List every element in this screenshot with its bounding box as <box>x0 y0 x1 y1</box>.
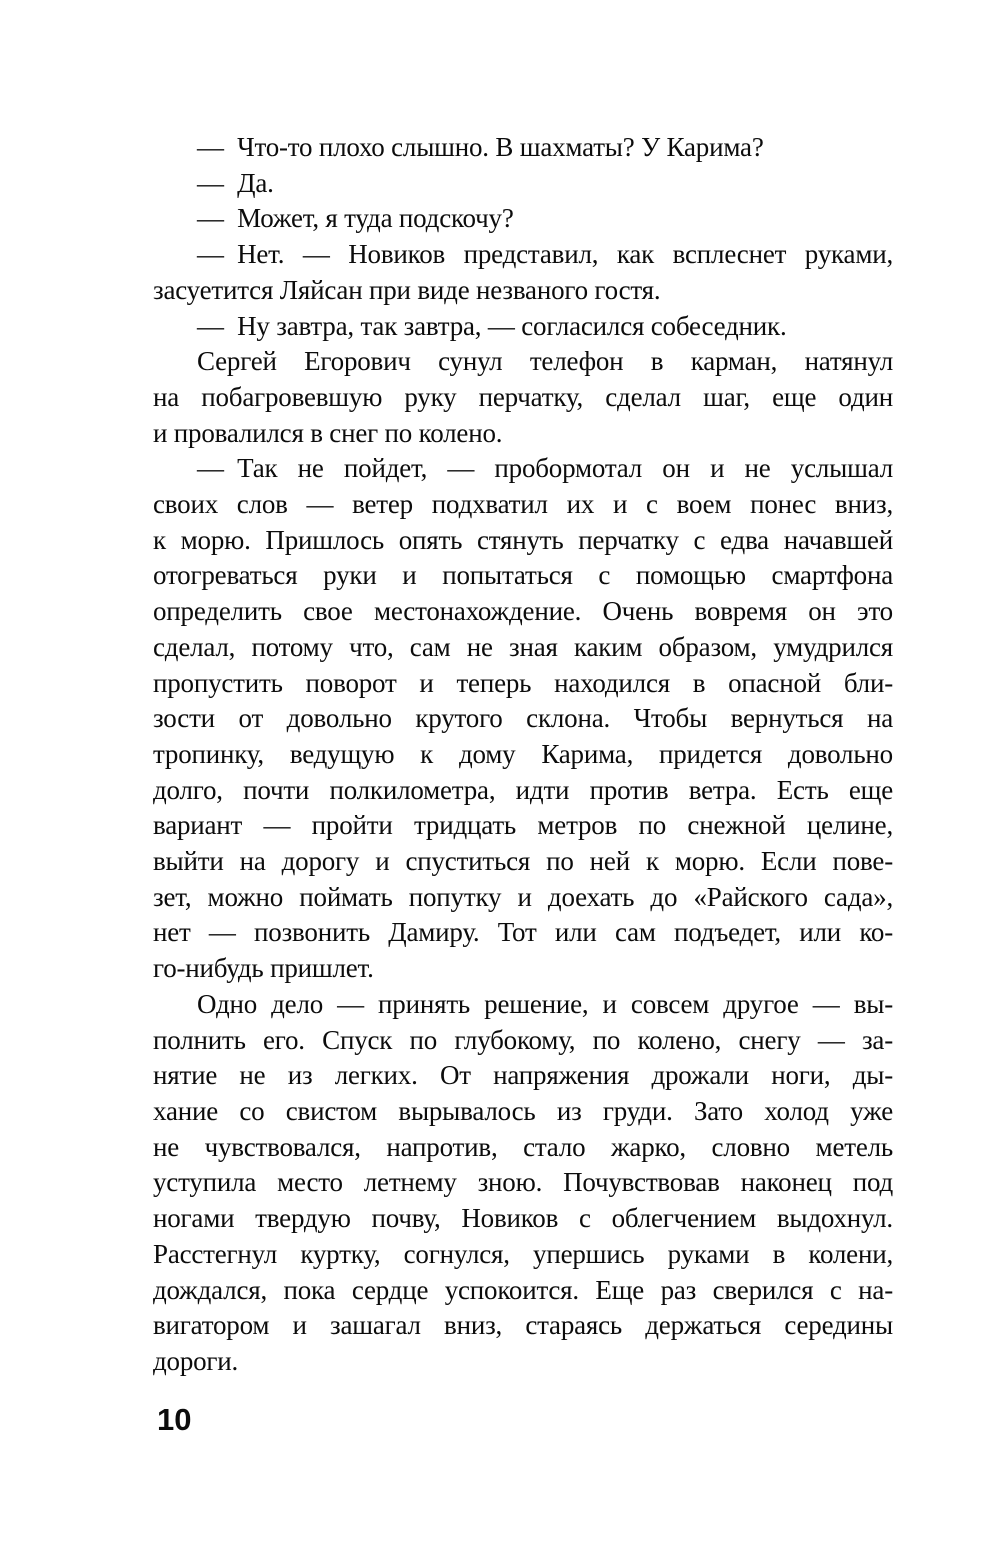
text-line: нятие не из легких. От напряжения дрожали ноги, ды- <box>153 1060 893 1091</box>
text-line: к морю. Пришлось опять стянуть перчатку с едва начавшей <box>153 524 893 555</box>
text-line: — Так не пойдет, — пробормотал он и не услышал <box>197 453 893 484</box>
text-line: хание со свистом вырывалось из груди. Зато холод уже <box>153 1095 893 1126</box>
page-number: 10 <box>157 1402 192 1437</box>
text-line: отогреваться руки и попытаться с помощью смартфона <box>153 560 893 591</box>
text-line: тропинку, ведущую к дому Карима, придется довольно <box>153 738 893 769</box>
text-line: засуетится Ляйсан при виде незваного гостя. <box>153 274 661 305</box>
text-line: вариант — пройти тридцать метров по снежной целине, <box>153 810 893 841</box>
text-line: нет — позвонить Дамиру. Тот или сам подъедет, или ко- <box>153 917 893 948</box>
text-line: — Нет. — Новиков представил, как всплеснет руками, <box>197 239 893 270</box>
paragraph <box>153 201 893 237</box>
text-line: — Ну завтра, так завтра, — согласился собеседник. <box>197 310 787 341</box>
text-line: Расстегнул куртку, согнулся, упершись руками в колени, <box>153 1238 893 1269</box>
text-line: дороги. <box>153 1345 239 1376</box>
text-line: пропустить поворот и теперь находился в опасной бли- <box>153 667 893 698</box>
text-line: сделал, потому что, сам не зная каким образом, умудрился <box>153 631 893 662</box>
text-line: своих слов — ветер подхватил их и с воем понес вниз, <box>153 489 893 520</box>
text-line: дождался, пока сердце успокоится. Еще раз сверился с на- <box>153 1274 893 1305</box>
text-line: ногами твердую почву, Новиков с облегчением выдохнул. <box>153 1203 893 1234</box>
text-line: и провалился в снег по колено. <box>153 417 503 448</box>
text-line: долго, почти полкилометра, идти против ветра. Есть еще <box>153 774 893 805</box>
text-line: го-нибудь пришлет. <box>153 953 374 984</box>
paragraph <box>153 237 893 308</box>
text-line: — Что-то плохо слышно. В шахматы? У Карима? <box>197 132 764 162</box>
text-line: Сергей Егорович сунул телефон в карман, натянул <box>197 346 893 377</box>
text-line: вигатором и зашагал вниз, стараясь держаться середины <box>153 1310 893 1341</box>
text-line: Одно дело — принять решение, и совсем другое — вы- <box>197 988 893 1019</box>
paragraph <box>153 451 893 987</box>
paragraph <box>153 309 893 345</box>
text-line: полнить его. Спуск по глубокому, по колено, снегу — за- <box>153 1024 893 1055</box>
text-line: уступила место летнему зною. Почувствовав наконец под <box>153 1167 893 1198</box>
paragraph <box>153 987 893 1380</box>
paragraph <box>153 130 893 166</box>
text-line: на побагровевшую руку перчатку, сделал шаг, еще один <box>153 381 893 412</box>
text-line: определить свое местонахождение. Очень вовремя он это <box>153 596 893 627</box>
text-block <box>153 130 893 1380</box>
text-line: — Да. <box>197 167 274 198</box>
paragraph <box>153 166 893 202</box>
text-line: выйти на дорогу и спуститься по ней к морю. Если пове- <box>153 846 893 877</box>
text-line: — Может, я туда подскочу? <box>197 203 514 234</box>
text-line: зости от довольно крутого склона. Чтобы вернуться на <box>153 703 893 734</box>
text-line: зет, можно поймать попутку и доехать до «Райского сада», <box>153 881 893 912</box>
text-line: не чувствовался, напротив, стало жарко, словно метель <box>153 1131 893 1162</box>
paragraph <box>153 344 893 451</box>
